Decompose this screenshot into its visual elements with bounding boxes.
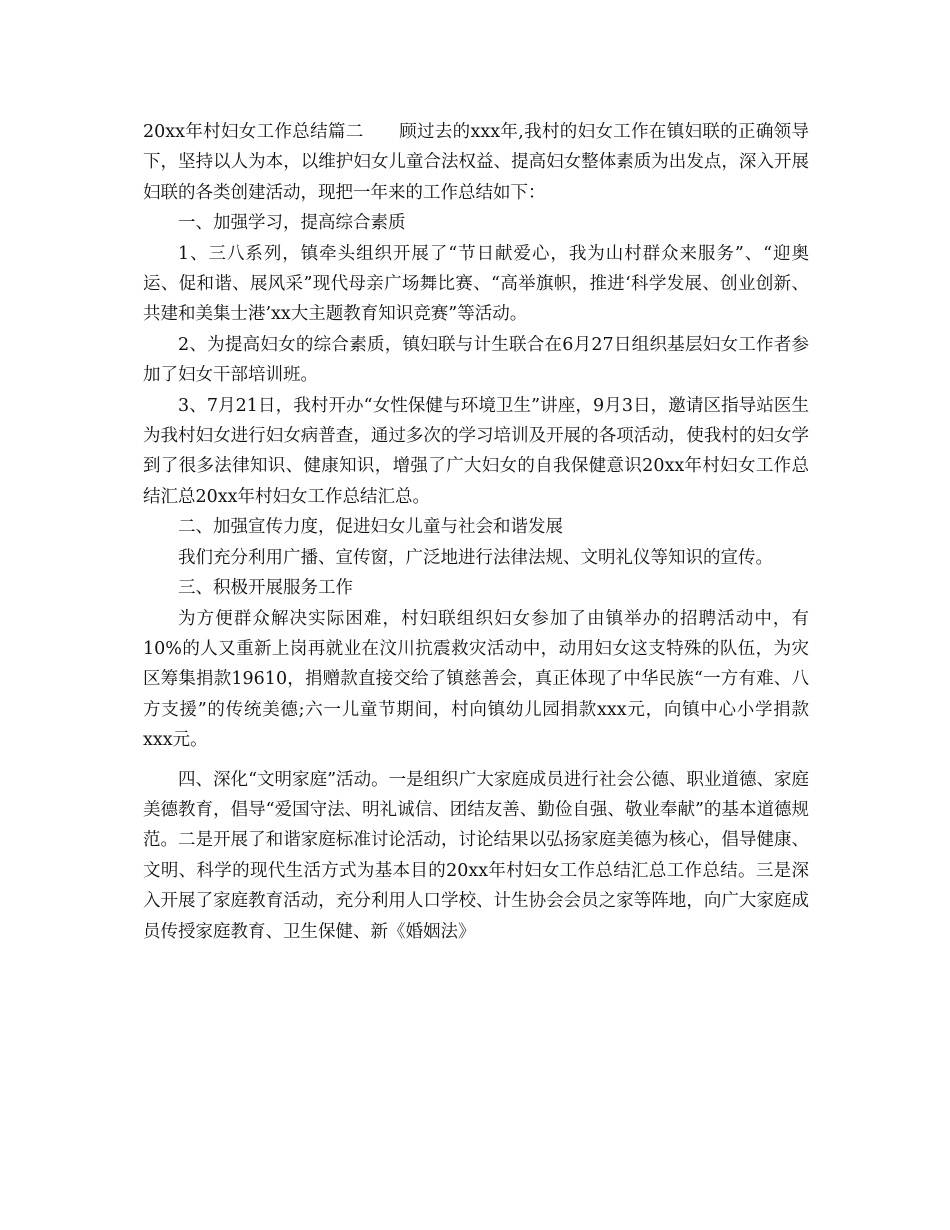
paragraph-item-1: 1、三八系列，镇牵头组织开展了“节日献爱心，我为山村群众来服务”、“迎奥运、促和谐、展风采”现代母亲广场舞比赛、“高举旗帜，推进‘科学发展、创业创新、共建和美集士港’xx大主题教育知识竞赛”等活动。 [143, 243, 809, 325]
heading-section-1: 一、加强学习，提高综合素质 [178, 213, 406, 234]
heading-section-3: 三、积极开展服务工作 [178, 578, 353, 599]
paragraph-intro: 20xx年村妇女工作总结篇二 顾过去的xxx年,我村的妇女工作在镇妇联的正确领导下，坚持以人为本，以维护妇女儿童合法权益、提高妇女整体素质为出发点，深入开展妇联的各类创建活动，现把一年来的工作总结如下： [143, 122, 809, 203]
heading-section-2: 二、加强宣传力度，促进妇女儿童与社会和谐发展 [178, 517, 563, 538]
paragraph-section-4: 四、深化“文明家庭”活动。一是组织广大家庭成员进行社会公德、职业道德、家庭美德教育，倡导“爱国守法、明礼诚信、团结友善、勤俭自强、敬业奉献”的基本道德规范。二是开展了和谐家庭标准讨论活动，讨论结果以弘扬家庭美德为核心，倡导健康、文明、科学的现代生活方式为基本目的20xx年村妇女工作总结汇总工作总结。三是深入开展了家庭教育活动，充分利用人口学校、计生协会会员之家等阵地，向广大家庭成员传授家庭教育、卫生保健、新《婚姻法》 [143, 769, 809, 942]
paragraph-item-3: 3、7月21日，我村开办“女性保健与环境卫生”讲座，9月3日，邀请区指导站医生为我村妇女进行妇女病普查，通过多次的学习培训及开展的各项活动，使我村的妇女学到了很多法律知识、健康知识，增强了广大妇女的自我保健意识20xx年村妇女工作总结汇总20xx年村妇女工作总结汇总。 [143, 395, 809, 507]
paragraph-services: 为方便群众解决实际困难，村妇联组织妇女参加了由镇举办的招聘活动中，有10%的人又重新上岗再就业在汶川抗震救灾活动中，动用妇女这支特殊的队伍，为灾区筹集捐款19610，捐赠款直接交给了镇慈善会，真正体现了中华民族“一方有难、八方支援”的传统美德;六一儿童节期间，村向镇幼儿园捐款xxx元，向镇中心小学捐款xxx元。 [143, 608, 809, 751]
paragraph-item-2: 2、为提高妇女的综合素质，镇妇联与计生联合在6月27日组织基层妇女工作者参加了妇女干部培训班。 [143, 334, 809, 386]
document-body [143, 117, 809, 947]
paragraph-publicity: 我们充分利用广播、宣传窗，广泛地进行法律法规、文明礼仪等知识的宣传。 [178, 547, 773, 568]
